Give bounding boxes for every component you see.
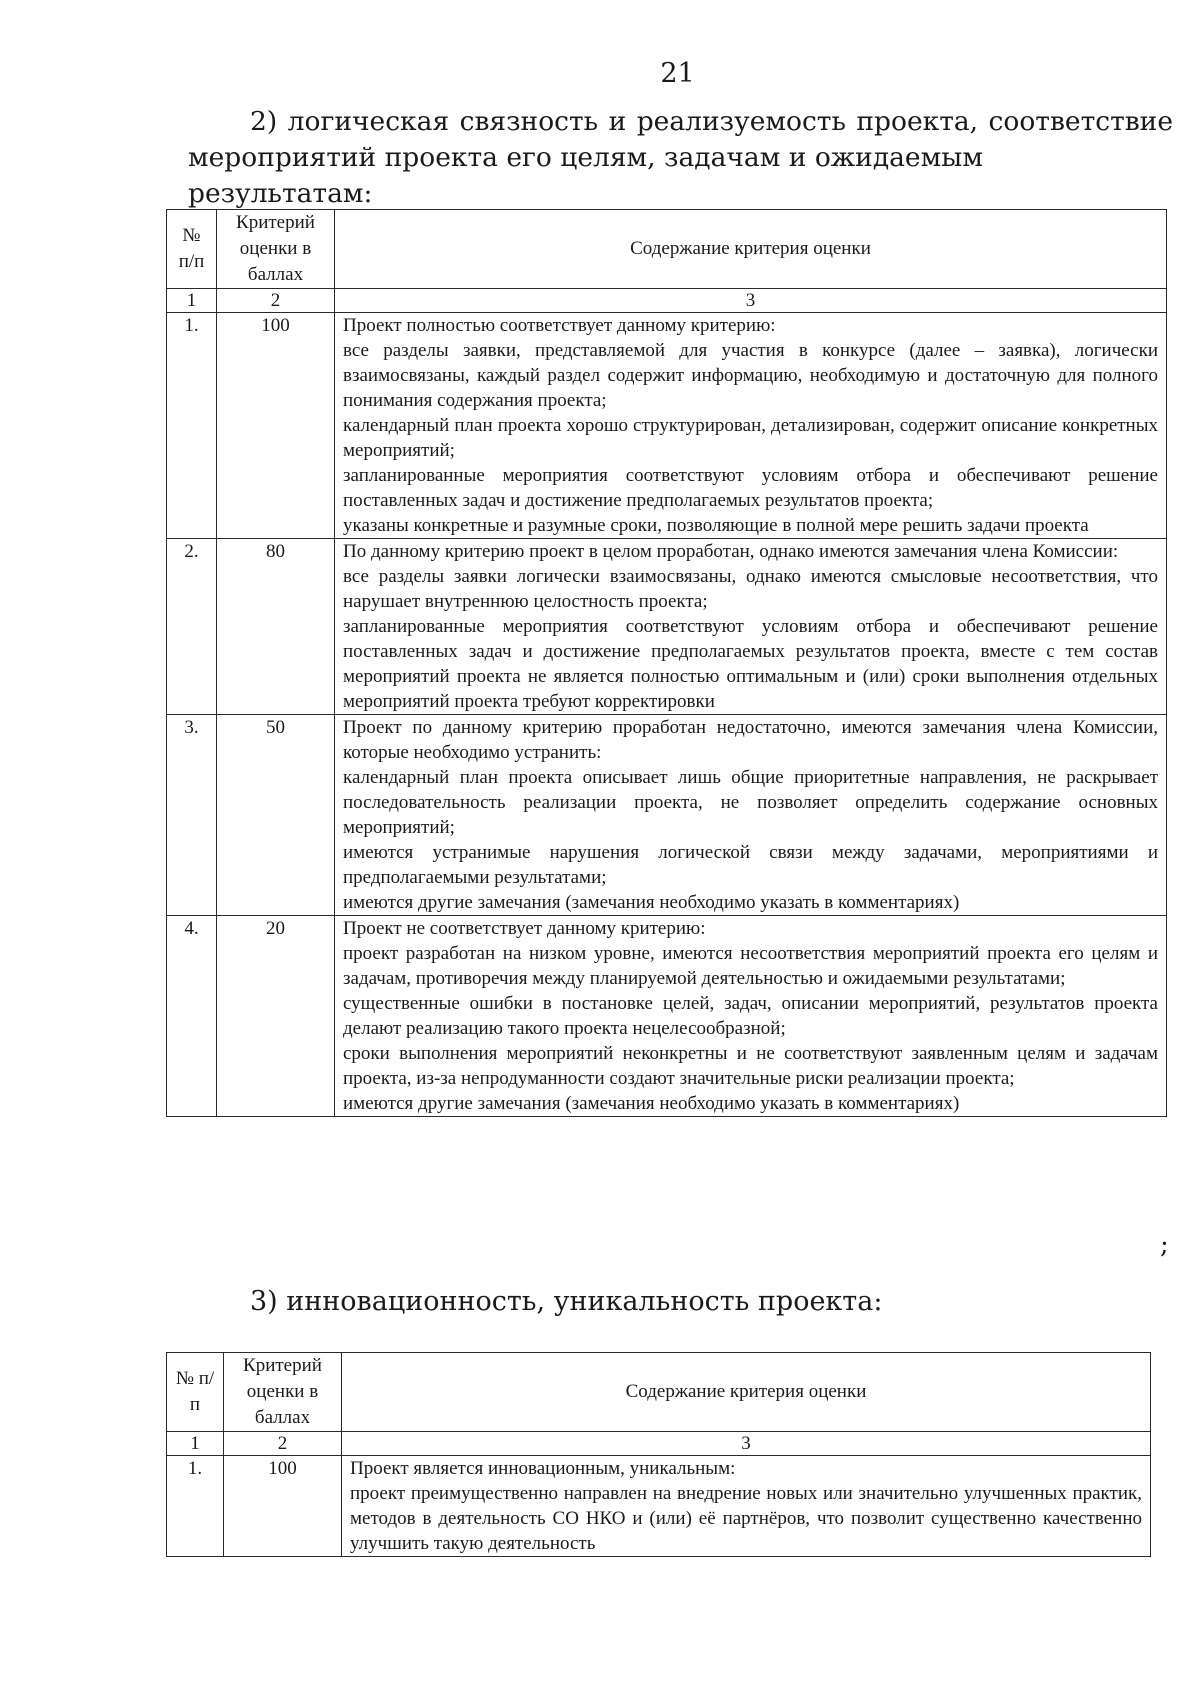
table-trailing-semicolon: ; <box>1160 1230 1169 1260</box>
row-text: Проект не соответствует данному критерию: <box>343 918 706 939</box>
row-text: календарный план проекта описывает лишь общие приоритетные направления, не раскрывает последовательность реализации проекта, не позволяет определить содержание основных мероприятий; <box>343 767 1158 838</box>
row-text: проект преимущественно направлен на внедрение новых или значительно улучшенных практик, методов в деятельность СО НКО и (или) её партнёров, что позволит существенно качественно улучшить такую деятельность <box>350 1483 1142 1554</box>
row-text: запланированные мероприятия соответствуют условиям отбора и обеспечивают решение поставленных задач и достижение предполагаемых результатов проекта; <box>343 465 1158 511</box>
page-number: 21 <box>660 58 695 89</box>
section-2-heading <box>188 104 1173 212</box>
row-score: 100 <box>217 313 335 539</box>
header-content: Содержание критерия оценки <box>342 1353 1151 1432</box>
criteria-table-innovation <box>166 1352 1151 1557</box>
row-text: имеются устранимые нарушения логической связи между задачами, мероприятиями и предполагаемыми результатами; <box>343 842 1158 888</box>
row-content <box>342 1456 1151 1557</box>
row-content <box>335 313 1167 539</box>
row-text: указаны конкретные и разумные сроки, позволяющие в полной мере решить задачи проекта <box>343 515 1089 536</box>
header-index-1: 1 <box>167 289 217 313</box>
row-number: 1. <box>167 1456 224 1557</box>
row-number: 3. <box>167 715 217 916</box>
header-index-3: 3 <box>335 289 1167 313</box>
row-number: 1. <box>167 313 217 539</box>
header-content: Содержание критерия оценки <box>335 210 1167 289</box>
row-number: 2. <box>167 539 217 715</box>
row-text: проект разработан на низком уровне, имеются несоответствия мероприятий проекта его целям и задачам, противоречия между планируемой деятельностью и ожидаемыми результатами; <box>343 943 1158 989</box>
row-text: запланированные мероприятия соответствуют условиям отбора и обеспечивают решение поставленных задач и достижение предполагаемых результатов проекта, вместе с тем состав мероприятий проекта не является полностью оптимальным и (или) сроки выполнения отдельных мероприятий проекта требуют корректировки <box>343 616 1158 712</box>
table-row <box>167 916 1167 1117</box>
row-text: Проект является инновационным, уникальным: <box>350 1458 736 1479</box>
table-row <box>167 313 1167 539</box>
row-content <box>335 715 1167 916</box>
row-score: 100 <box>224 1456 342 1557</box>
header-index-2: 2 <box>224 1432 342 1456</box>
row-text: календарный план проекта хорошо структурирован, детализирован, содержит описание конкретных мероприятий; <box>343 415 1158 461</box>
row-text: Проект по данному критерию проработан недостаточно, имеются замечания члена Комиссии, которые необходимо устранить: <box>343 717 1158 763</box>
row-text: По данному критерию проект в целом проработан, однако имеются замечания члена Комиссии: <box>343 541 1119 562</box>
section-2-heading-line-2: мероприятий проекта его целям, задачам и ожидаемым результатам: <box>188 142 983 209</box>
table-row <box>167 715 1167 916</box>
header-index-2: 2 <box>217 289 335 313</box>
header-score: Критерий оценки в баллах <box>224 1353 342 1432</box>
row-score: 50 <box>217 715 335 916</box>
header-index-1: 1 <box>167 1432 224 1456</box>
row-text: Проект полностью соответствует данному критерию: <box>343 315 776 336</box>
row-score: 20 <box>217 916 335 1117</box>
row-text: имеются другие замечания (замечания необходимо указать в комментариях) <box>343 1093 960 1114</box>
row-text: существенные ошибки в постановке целей, задач, описании мероприятий, результатов проекта делают реализацию такого проекта нецелесообразной; <box>343 993 1158 1039</box>
row-score: 80 <box>217 539 335 715</box>
header-score: Критерий оценки в баллах <box>217 210 335 289</box>
row-number: 4. <box>167 916 217 1117</box>
row-text: все разделы заявки логически взаимосвязаны, однако имеются смысловые несоответствия, что нарушает внутреннюю целостность проекта; <box>343 566 1158 612</box>
row-text: имеются другие замечания (замечания необходимо указать в комментариях) <box>343 892 960 913</box>
row-text: все разделы заявки, представляемой для участия в конкурсе (далее – заявка), логически взаимосвязаны, каждый раздел содержит информацию, необходимую и достаточную для полного понимания содержания проекта; <box>343 340 1158 411</box>
section-2-heading-line-1: 2) логическая связность и реализуемость проекта, соответствие <box>250 106 1173 137</box>
row-content <box>335 539 1167 715</box>
header-number: № п/п <box>167 1353 224 1432</box>
row-text: сроки выполнения мероприятий неконкретны и не соответствуют заявленным целям и задачам проекта, из-за непродуманности создают значительные риски реализации проекта; <box>343 1043 1158 1089</box>
table-row <box>167 539 1167 715</box>
section-3-heading: 3) инновационность, уникальность проекта: <box>250 1286 883 1317</box>
header-index-3: 3 <box>342 1432 1151 1456</box>
table-row <box>167 1456 1151 1557</box>
criteria-table-logic <box>166 209 1167 1117</box>
header-number: № п/п <box>167 210 217 289</box>
row-content <box>335 916 1167 1117</box>
